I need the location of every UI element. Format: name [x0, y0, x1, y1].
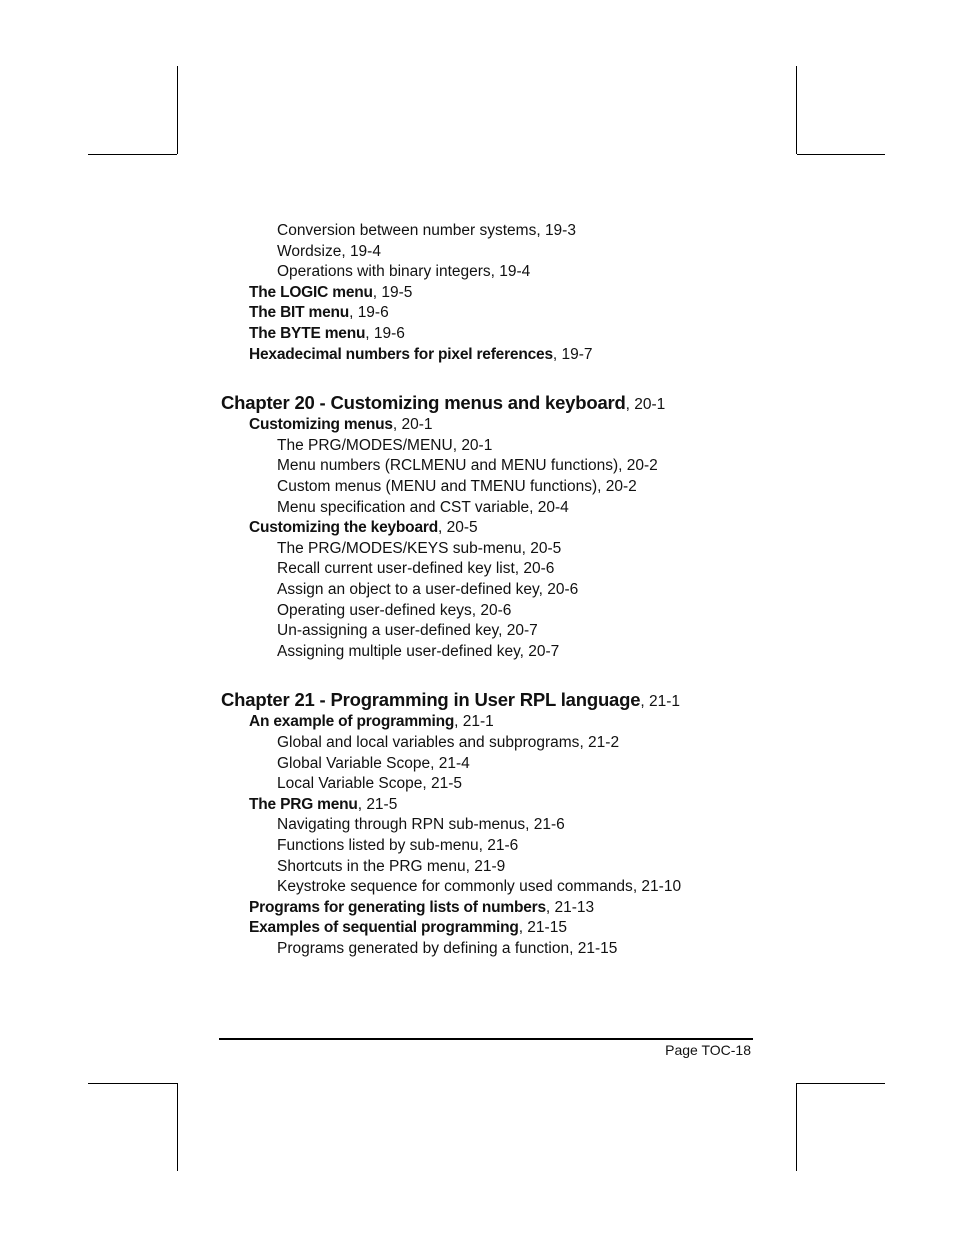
toc-entry-title: Custom menus (MENU and TMENU functions) — [277, 478, 598, 495]
toc-section — [249, 345, 593, 365]
toc-entry-page: , 21-6 — [478, 837, 519, 854]
toc-entry-title: Navigating through RPN sub-menus — [277, 816, 526, 834]
toc-entry-page: , 19-7 — [552, 345, 593, 363]
toc-entry-page: , 20-6 — [538, 581, 579, 598]
toc-section — [249, 415, 433, 435]
toc-entry-title: Assign an object to a user-defined key — [277, 581, 539, 598]
toc-entry-page: , 21-15 — [518, 919, 567, 937]
toc-subsection — [277, 242, 381, 262]
toc-entry-page: , 19-4 — [490, 263, 531, 281]
toc-entry-title: Conversion between number systems — [277, 222, 537, 239]
toc-section — [249, 324, 405, 344]
toc-entry-page: , 20-6 — [514, 560, 555, 578]
toc-entry-title: The PRG/MODES/MENU — [277, 436, 453, 454]
toc-entry-page: , 20-1 — [392, 416, 433, 434]
toc-entry-title: Un-assigning a user-defined key — [277, 622, 499, 640]
toc-subsection — [277, 539, 561, 559]
toc-chapter — [221, 688, 680, 714]
toc-subsection — [277, 733, 619, 753]
toc-entry-page: , 21-5 — [422, 775, 462, 793]
toc-subsection — [277, 877, 681, 897]
toc-entry-title: Programs for generating lists of numbers — [249, 898, 546, 916]
crop-mark — [796, 66, 797, 154]
toc-entry-title: Customizing menus — [249, 416, 393, 434]
toc-section — [249, 918, 567, 938]
toc-entry-title: Keystroke sequence for commonly used commands — [277, 878, 633, 896]
toc-entry-title: Operating user-defined keys — [277, 601, 472, 619]
toc-entry-page: , 20-2 — [597, 478, 637, 495]
toc-entry-page: , 21-9 — [465, 857, 506, 875]
toc-subsection — [277, 939, 617, 959]
toc-entry-page: , 19-6 — [349, 304, 389, 322]
toc-entry-page: , 20-5 — [437, 519, 478, 537]
toc-entry-page: , 20-2 — [618, 457, 658, 475]
toc-entry-title: Customizing the keyboard — [249, 519, 438, 537]
toc-entry-page: , 21-15 — [569, 940, 618, 957]
crop-mark — [177, 1083, 178, 1171]
toc-entry-page: , 19-4 — [341, 242, 381, 260]
toc-entry-page: , 21-4 — [430, 754, 470, 772]
toc-entry-title: Examples of sequential programming — [249, 919, 519, 937]
toc-subsection — [277, 836, 518, 856]
crop-mark — [177, 66, 178, 154]
toc-subsection — [277, 621, 538, 641]
toc-entry-title: Menu specification and CST variable — [277, 498, 530, 516]
toc-subsection — [277, 498, 569, 518]
crop-mark — [88, 1083, 177, 1084]
toc-section — [249, 518, 478, 538]
toc-subsection — [277, 815, 565, 835]
toc-entry-title: Recall current user-defined key list — [277, 560, 515, 578]
toc-entry-page: , 19-3 — [536, 222, 576, 239]
toc-entry-title: The PRG menu — [249, 795, 358, 813]
toc-subsection — [277, 754, 470, 774]
toc-entry-page: , 21-1 — [454, 713, 494, 731]
toc-subsection — [277, 221, 576, 241]
toc-entry-title: Programs generated by defining a function — [277, 940, 570, 957]
toc-entry-title: An example of programming — [249, 713, 455, 731]
toc-subsection — [277, 774, 462, 794]
toc-entry-title: Global Variable Scope — [277, 754, 431, 772]
toc-entry-page: , 21-13 — [545, 898, 595, 916]
toc-entry-title: Global and local variables and subprograms — [277, 734, 580, 751]
toc-entry-title: The BIT menu — [249, 304, 350, 322]
crop-mark — [796, 1083, 797, 1171]
toc-entry-title: Wordsize — [277, 242, 342, 260]
toc-section — [249, 712, 494, 732]
toc-entry-title: The PRG/MODES/KEYS sub-menu — [277, 539, 522, 557]
toc-entry-title: Chapter 20 - Customizing menus and keyboard — [221, 392, 626, 414]
toc-subsection — [277, 601, 511, 621]
toc-entry-title: Menu numbers (RCLMENU and MENU functions) — [277, 457, 619, 475]
toc-entry-title: Chapter 21 - Programming in User RPL language — [221, 689, 641, 711]
toc-entry-title: Hexadecimal numbers for pixel references — [249, 345, 553, 363]
crop-mark — [88, 154, 177, 155]
toc-subsection — [277, 456, 658, 476]
toc-entry-title: Local Variable Scope — [277, 775, 423, 793]
toc-section — [249, 283, 412, 303]
toc-entry-title: Shortcuts in the PRG menu — [277, 857, 466, 875]
toc-subsection — [277, 559, 554, 579]
toc-subsection — [277, 580, 578, 600]
page-number: Page TOC-18 — [665, 1042, 751, 1058]
toc-section — [249, 795, 397, 815]
toc-subsection — [277, 436, 492, 456]
crop-mark — [796, 1083, 885, 1084]
toc-subsection — [277, 477, 637, 497]
toc-entry-title: Assigning multiple user-defined key — [277, 642, 520, 660]
toc-entry-title: Operations with binary integers — [277, 263, 491, 281]
toc-entry-page: , 20-4 — [529, 498, 569, 516]
toc-entry-page: , 20-1 — [452, 436, 493, 454]
toc-entry-page: , 19-5 — [372, 283, 413, 301]
toc-entry-page: , 19-6 — [365, 325, 405, 342]
toc-entry-page: , 20-7 — [519, 642, 560, 660]
footer-rule — [219, 1038, 753, 1040]
toc-entry-page: , 21-6 — [525, 816, 565, 834]
toc-entry-page: , 21-1 — [640, 693, 680, 711]
toc-entry-title: The LOGIC menu — [249, 283, 373, 301]
toc-entry-title: The BYTE menu — [249, 325, 366, 342]
toc-subsection — [277, 857, 505, 877]
toc-entry-page: , 21-5 — [357, 795, 398, 813]
toc-section — [249, 303, 389, 323]
toc-entry-page: , 20-7 — [498, 622, 538, 640]
toc-section — [249, 898, 594, 918]
toc-entry-title: Functions listed by sub-menu — [277, 837, 479, 854]
crop-mark — [797, 154, 885, 155]
toc-entry-page: , 20-6 — [471, 601, 512, 619]
toc-entry-page: , 21-2 — [579, 734, 620, 751]
toc-subsection — [277, 642, 559, 662]
toc-subsection — [277, 262, 530, 282]
toc-chapter — [221, 391, 665, 417]
toc-entry-page: , 20-1 — [625, 396, 666, 414]
toc-entry-page: , 20-5 — [521, 539, 562, 557]
toc-entry-page: , 21-10 — [632, 878, 682, 896]
